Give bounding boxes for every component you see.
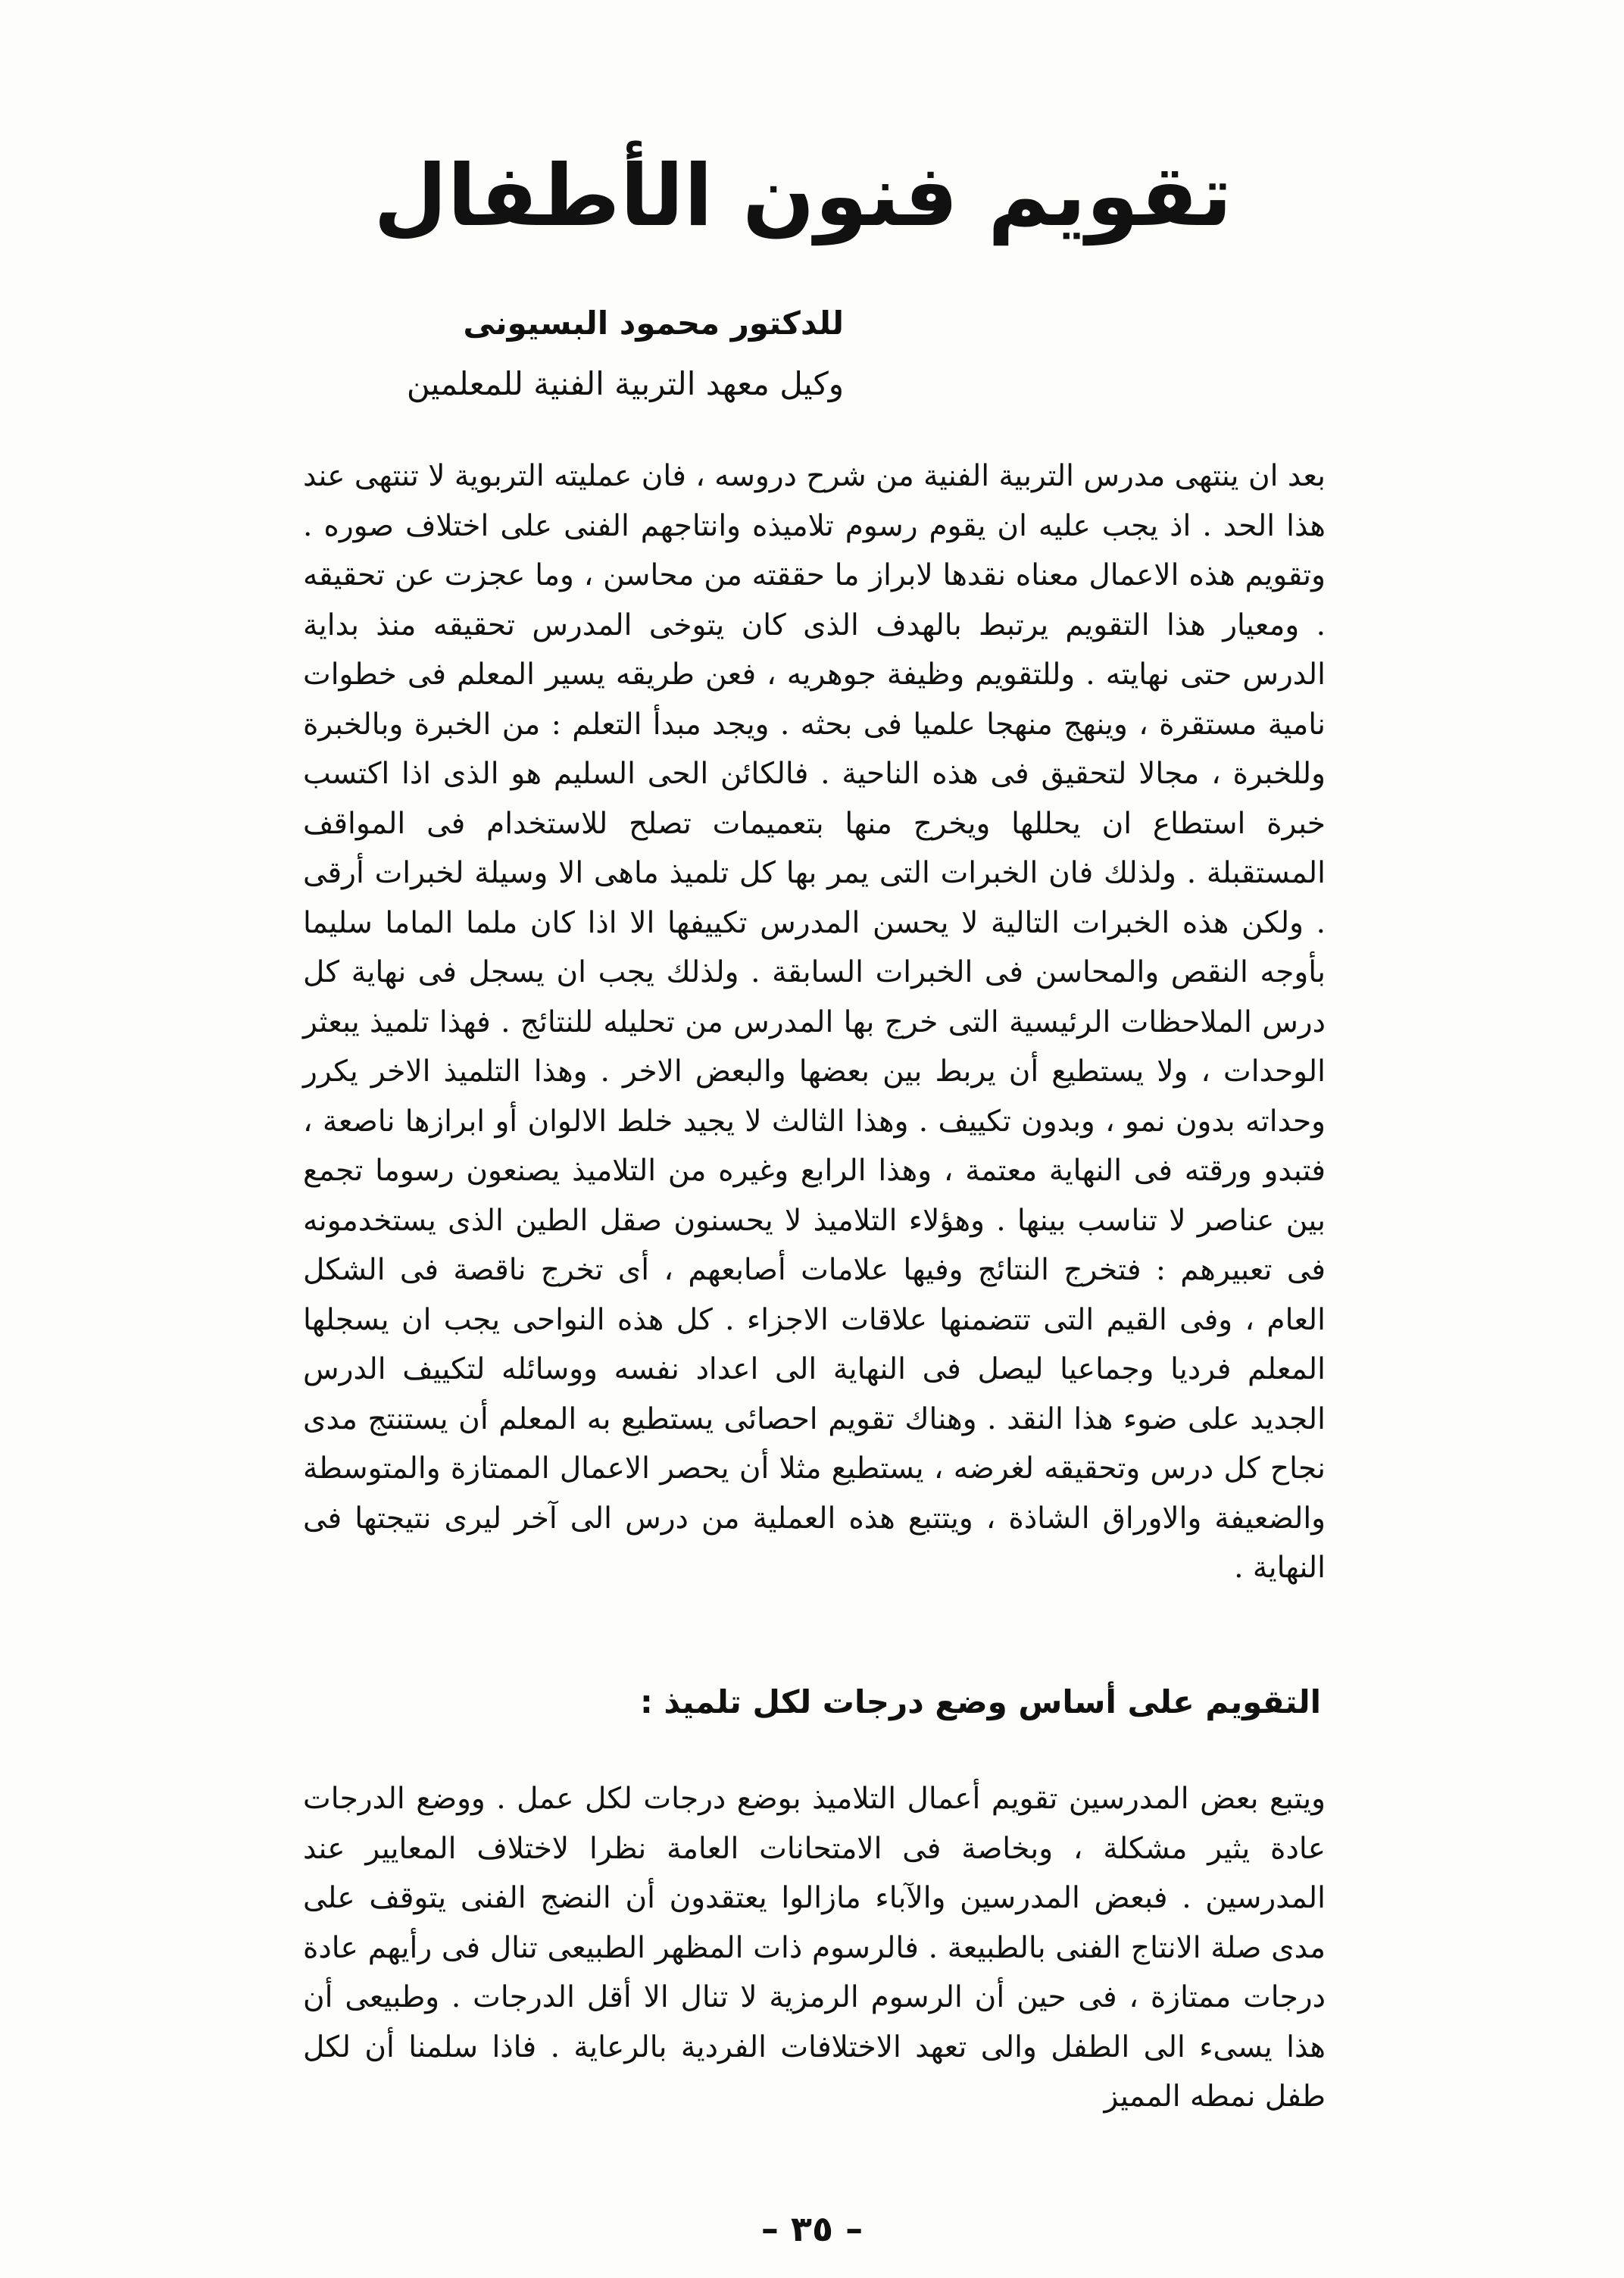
body-paragraph: بعد ان ينتهى مدرس التربية الفنية من شرح دروسه ، فان عمليته التربوية لا تنتهى عند هذا الحد . اذ يجب عليه ان يقوم رسوم تلاميذه وانتاجهم الفنى على اختلاف صوره . وتقويم هذه الاعمال معناه نقدها لابراز ما حققته من محاسن ، وما عجزت عن تحقيقه . ومعيار هذا التقويم يرتبط بالهدف الذى كان يتوخى المدرس تحقيقه منذ بداية الدرس حتى نهايته . وللتقويم وظيفة جوهريه ، فعن طريقه يسير المعلم فى خطوات نامية مستقرة ، وينهج منهجا علميا فى بحثه . ويجد مبدأ التعلم : من الخبرة وبالخبرة وللخبرة ، مجالا لتحقيق فى هذه الناحية . فالكائن الحى السليم هو الذى اذا اكتسب خبرة استطاع ان يحللها ويخرج منها بتعميمات تصلح للاستخدام فى المواقف المستقبلة . ولذلك فان الخبرات التى يمر بها كل تلميذ ماهى الا وسيلة لخبرات أرقى . ولكن هذه الخبرات التالية لا يحسن المدرس تكييفها الا اذا كان ملما الماما سليما بأوجه النقص والمحاسن فى الخبرات السابقة . ولذلك يجب ان يسجل فى نهاية كل درس الملاحظات الرئيسية التى خرج بها المدرس من تحليله للنتائج . فهذا تلميذ يبعثر الوحدات ، ولا يستطيع أن يربط بين بعضها والبعض الاخر . وهذا التلميذ الاخر يكرر وحداته بدون نمو ، وبدون تكييف . وهذا الثالث لا يجيد خلط الالوان أو ابرازها ناصعة ، فتبدو ورقته فى النهاية معتمة ، وهذا الرابع وغيره من التلاميذ يصنعون رسوما تجمع بين عناصر لا تناسب بينها . وهؤلاء التلاميذ لا يحسنون صقل الطين الذى يستخدمونه فى تعبيرهم : فتخرج النتائج وفيها علامات أصابعهم ، أى تخرج ناقصة فى الشكل العام ، وفى القيم التى تتضمنها علاقات الاجزاء . كل هذه النواحى يجب ان يسجلها المعلم فرديا وجماعيا ليصل فى النهاية الى اعداد نفسه ووسائله لتكييف الدرس الجديد على ضوء هذا النقد . وهناك تقويم احصائى يستطيع به المعلم أن يستنتج مدى نجاح كل درس وتحقيقه لغرضه ، يستطيع مثلا أن يحصر الاعمال الممتازة والمتوسطة والضعيفة والاوراق الشاذة ، ويتتبع هذه العملية من درس الى آخر ليرى نتيجتها فى النهاية . (303, 459, 1326, 1585)
page-title: تقويم فنون الأطفال (373, 147, 1232, 245)
body-paragraph: ويتبع بعض المدرسين تقويم أعمال التلاميذ بوضع درجات لكل عمل . ووضع الدرجات عادة يثير مشكلة ، وبخاصة فى الامتحانات العامة نظرا لاختلاف المعايير عند المدرسين . فبعض المدرسين والآباء مازالوا يعتقدون أن النضج الفنى يتوقف على مدى صلة الانتاج الفنى بالطبيعة . فالرسوم ذات المظهر الطبيعى تنال فى رأيهم عادة درجات ممتازة ، فى حين أن الرسوم الرمزية لا تنال الا أقل الدرجات . وطبيعى أن هذا يسىء الى الطفل والى تعهد الاختلافات الفردية بالرعاية . فاذا سلمنا أن لكل طفل نمطه المميز (303, 1782, 1326, 2114)
author-affiliation: وكيل معهد التربية الفنية للمعلمين (406, 365, 844, 402)
page-number: – ٣٥ – (760, 2208, 864, 2249)
section-heading: التقويم على أساس وضع درجات لكل تلميذ : (639, 1683, 1321, 1720)
author-name: للدكتور محمود البسيونى (463, 305, 844, 342)
